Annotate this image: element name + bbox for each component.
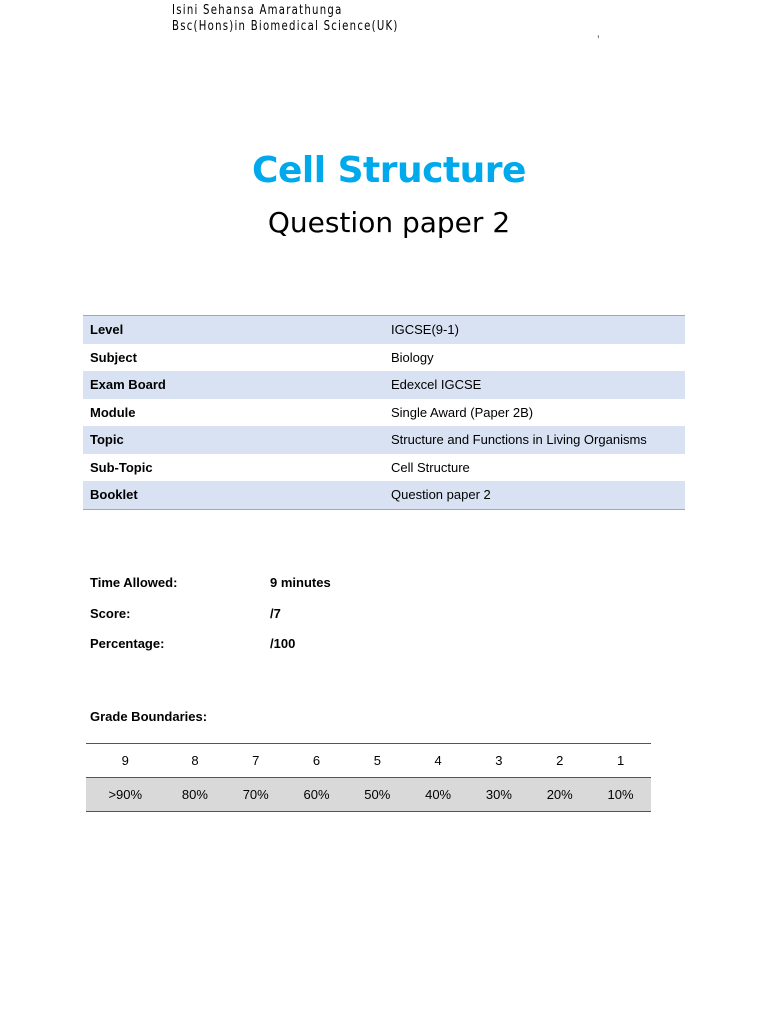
info-row-sub-topic: [83, 454, 685, 482]
info-value: IGCSE(9-1): [384, 316, 685, 344]
stat-label: Score:: [90, 605, 131, 621]
info-key: Level: [83, 316, 384, 344]
percentage-cell: 60%: [286, 778, 347, 812]
info-row-booklet: [83, 481, 685, 509]
author-block: [172, 3, 399, 35]
percentage-row: [86, 778, 651, 812]
grade-row: [86, 744, 651, 778]
grade-boundaries-heading: Grade Boundaries:: [90, 709, 208, 724]
info-row-module: [83, 399, 685, 427]
stat-row-percentage: [90, 636, 331, 667]
exam-stats: [90, 575, 331, 667]
author-name: Isini Sehansa Amarathunga: [172, 3, 343, 18]
grade-cell: 3: [469, 744, 530, 778]
grade-cell: 6: [286, 744, 347, 778]
info-key: Booklet: [83, 481, 384, 509]
info-key: Module: [90, 404, 136, 420]
stat-value: /100: [270, 636, 296, 651]
info-key: Subject: [90, 349, 137, 365]
document-subtitle: Question paper 2: [267, 206, 511, 239]
grade-cell: 7: [225, 744, 286, 778]
stat-value: /7: [270, 605, 281, 621]
grade-cell: 2: [529, 744, 590, 778]
stat-row-time: [90, 575, 331, 606]
stat-label: Time Allowed:: [90, 575, 178, 590]
percentage-cell: 50%: [347, 778, 408, 812]
percentage-cell: 30%: [469, 778, 530, 812]
info-row-exam-board: [83, 371, 685, 399]
stat-label: Percentage:: [90, 636, 165, 651]
grade-cell: 9: [86, 744, 165, 778]
grade-cell: 4: [408, 744, 469, 778]
grade-boundaries-table: [86, 743, 651, 812]
info-row-subject: [83, 344, 685, 372]
grade-cell: 1: [590, 744, 651, 778]
info-row-topic: [83, 426, 685, 454]
percentage-cell: 20%: [529, 778, 590, 812]
info-table: [83, 315, 685, 510]
stat-row-score: [90, 606, 331, 637]
document-title: Cell Structure: [252, 150, 526, 191]
info-key: Sub-Topic: [90, 459, 153, 475]
info-value: Biology: [391, 349, 434, 365]
stat-value: 9 minutes: [270, 575, 331, 590]
percentage-cell: 80%: [165, 778, 226, 812]
info-key: Topic: [83, 426, 384, 454]
grade-cell: 8: [165, 744, 226, 778]
info-value: Single Award (Paper 2B): [391, 404, 534, 420]
info-key: Exam Board: [83, 371, 384, 399]
percentage-cell: >90%: [86, 778, 165, 812]
percentage-cell: 70%: [225, 778, 286, 812]
corner-mark: ’: [597, 33, 600, 47]
info-value: Edexcel IGCSE: [384, 371, 685, 399]
info-value: Cell Structure: [391, 459, 470, 475]
info-value: Question paper 2: [384, 481, 685, 509]
author-degree: Bsc(Hons)in Biomedical Science(UK): [172, 19, 399, 34]
percentage-cell: 40%: [408, 778, 469, 812]
info-row-level: [83, 316, 685, 344]
percentage-cell: 10%: [590, 778, 651, 812]
info-value: Structure and Functions in Living Organisms: [384, 426, 685, 454]
grade-cell: 5: [347, 744, 408, 778]
